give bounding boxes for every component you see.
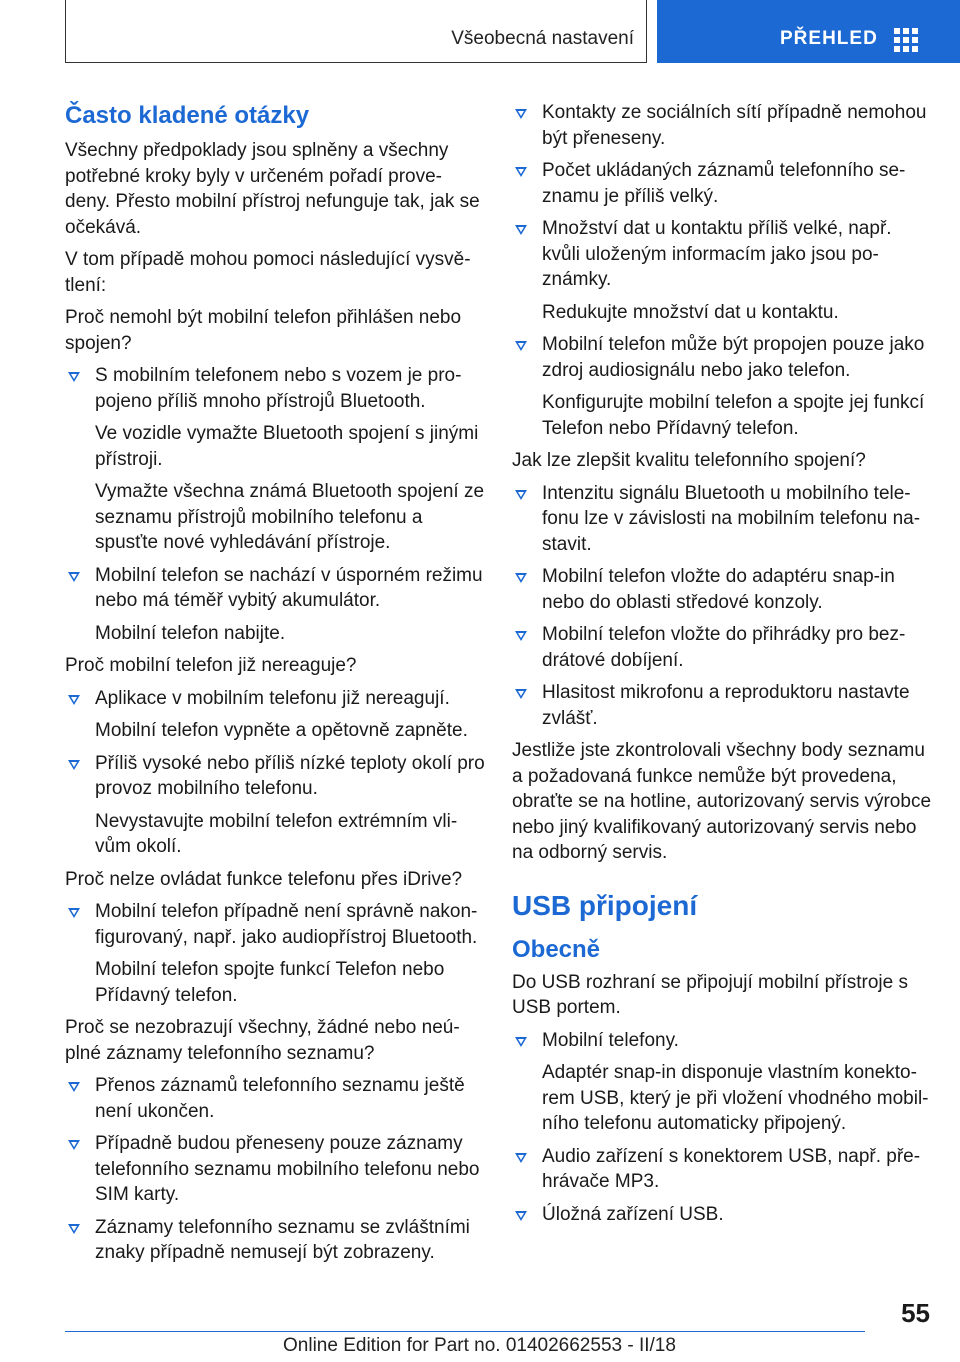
list-item [512,622,932,673]
header-section-box [65,0,647,63]
question: Jak lze zlepšit kvalitu telefonního spojení? [512,450,866,471]
triangle-bullet-icon [515,631,527,641]
list-item-remedy: Redukujte množství dat u kontaktu. [542,301,839,323]
list-item-text: Mobilní telefon vložte do adaptéru snap-in nebo do oblasti středové konzoly. [542,566,895,613]
triangle-bullet-icon [68,1224,80,1234]
list-item [65,751,485,802]
triangle-bullet-icon [515,341,527,351]
triangle-bullet-icon [515,490,527,500]
question: Proč se nezobrazují všechny, žádné nebo neú-plné záznamy telefonního seznamu? [65,1017,460,1064]
list-item [65,1131,485,1208]
list-item-text: Audio zařízení s konektorem USB, např. pře-hrávače MP3. [542,1145,921,1192]
footer-rule [65,1331,865,1332]
list-item [512,1028,932,1054]
usb-heading: USB připojení [512,889,698,921]
list-item-text: Aplikace v mobilním telefonu již nereagují. [95,687,450,709]
list-item [512,216,932,293]
list-item [512,1202,932,1228]
list-item [65,686,485,712]
paragraph: V tom případě mohou pomoci následující vysvě-tlení: [65,249,471,296]
list-item [512,332,932,383]
list-item-text: Hlasitost mikrofonu a reproduktoru nastavte zvlášť. [542,682,910,729]
list-item-text: Případně budou přeneseny pouze záznamy telefonního seznamu mobilního telefonu nebo SIM karty. [95,1133,480,1205]
triangle-bullet-icon [515,1211,527,1221]
list-item-text: Kontakty ze sociálních sítí případně nemohou být přeneseny. [542,102,927,149]
paragraph: Všechny předpoklady jsou splněny a všechny potřebné kroky byly v určeném pořadí prove-deny. Přesto mobilní přístroj nefunguje tak, jak se očekává. [65,140,480,238]
list-item-text: Úložná zařízení USB. [542,1203,724,1225]
list-item-text: Intenzitu signálu Bluetooth u mobilního tele-fonu lze v závislosti na mobilním telefonu na-stavit. [542,482,921,555]
triangle-bullet-icon [68,908,80,918]
footer-edition: Online Edition for Part no. 01402662553 - II/18 [283,1335,676,1356]
list-item-text: S mobilním telefonem nebo s vozem je pro-pojeno příliš mnoho přístrojů Bluetooth. [95,365,462,412]
list-item-remedy: Mobilní telefon spojte funkcí Telefon nebo Přídavný telefon. [95,959,445,1006]
list-item [65,1215,485,1266]
triangle-bullet-icon [515,1037,527,1047]
list-item [65,899,485,950]
triangle-bullet-icon [68,760,80,770]
page-number: 55 [901,1298,930,1328]
list-item-remedy: Adaptér snap-in disponuje vlastním konekto-rem USB, který je při vložení vhodného mobil-ního telefonu automaticky připojený. [542,1062,929,1134]
question: Proč mobilní telefon již nereaguje? [65,655,357,676]
usb-subheading: Obecně [512,935,601,963]
triangle-bullet-icon [68,695,80,705]
list-item [512,564,932,615]
list-item-text: Přenos záznamů telefonního seznamu ještě není ukončen. [95,1075,465,1122]
list-item [65,1073,485,1124]
triangle-bullet-icon [68,372,80,382]
list-item-text: Mobilní telefon případně není správně nakon-figurovaný, např. jako audiopřístroj Bluetooth. [95,901,478,948]
triangle-bullet-icon [68,572,80,582]
list-item-text: Mobilní telefon může být propojen pouze jako zdroj audiosignálu nebo jako telefon. [542,334,925,381]
question: Proč nelze ovládat funkce telefonu přes iDrive? [65,868,463,890]
list-item-remedy: Mobilní telefon nabijte. [95,622,286,644]
triangle-bullet-icon [515,573,527,583]
list-item-remedy: Mobilní telefon vypněte a opětovně zapněte. [95,720,468,741]
list-item [512,481,932,558]
list-item [512,1144,932,1195]
list-item [65,563,485,614]
triangle-bullet-icon [515,167,527,177]
list-item-remedy: Konfigurujte mobilní telefon a spojte jej funkcí Telefon nebo Přídavný telefon. [542,392,925,439]
triangle-bullet-icon [68,1082,80,1092]
triangle-bullet-icon [68,1140,80,1150]
right-column [512,100,932,1234]
list-item [65,363,485,414]
list-item [512,158,932,209]
paragraph: Jestliže jste zkontrolovali všechny body seznamu a požadovaná funkce nemůže být provedena, obraťte se na hotline, autorizovaný servis výrobce nebo jiný kvalifikovaný autorizovaný servis nebo na odborný servis. [512,740,932,863]
list-item-text: Množství dat u kontaktu příliš velké, např. kvůli uloženým informacím jako jsou po-známky. [542,218,892,290]
list-item-text: Mobilní telefony. [542,1029,679,1051]
overview-tab-label: PŘEHLED [780,28,878,49]
list-item-remedy: Ve vozidle vymažte Bluetooth spojení s jinými přístroji. [95,423,479,470]
triangle-bullet-icon [515,1153,527,1163]
left-column [65,100,485,1273]
list-item [512,100,932,151]
paragraph: Do USB rozhraní se připojují mobilní přístroje s USB portem. [512,971,908,1018]
triangle-bullet-icon [515,225,527,235]
list-item-text: Mobilní telefon se nachází v úsporném režimu nebo má téměř vybitý akumulátor. [95,564,483,611]
list-item-text: Příliš vysoké nebo příliš nízké teploty okolí pro provoz mobilního telefonu. [95,752,485,799]
list-item-text: Počet ukládaných záznamů telefonního se-znamu je příliš velký. [542,160,906,207]
triangle-bullet-icon [515,109,527,119]
faq-heading: Často kladené otázky [65,102,310,129]
overview-tab[interactable] [657,0,960,63]
list-item-remedy: Vymažte všechna známá Bluetooth spojení ze seznamu přístrojů mobilního telefonu a spusťte nové vyhledávání přístroje. [95,481,485,553]
question: Proč nemohl být mobilní telefon přihlášen nebo spojen? [65,307,462,354]
triangle-bullet-icon [515,689,527,699]
list-item [512,680,932,731]
list-item-text: Mobilní telefon vložte do přihrádky pro bez-drátové dobíjení. [542,624,906,671]
header-section-title: Všeobecná nastavení [451,28,634,49]
list-item-remedy: Nevystavujte mobilní telefon extrémním vli-vům okolí. [95,810,458,857]
list-item-text: Záznamy telefonního seznamu se zvláštními znaky případně nemusejí být zobrazeny. [95,1216,470,1263]
grid-icon [894,28,919,53]
